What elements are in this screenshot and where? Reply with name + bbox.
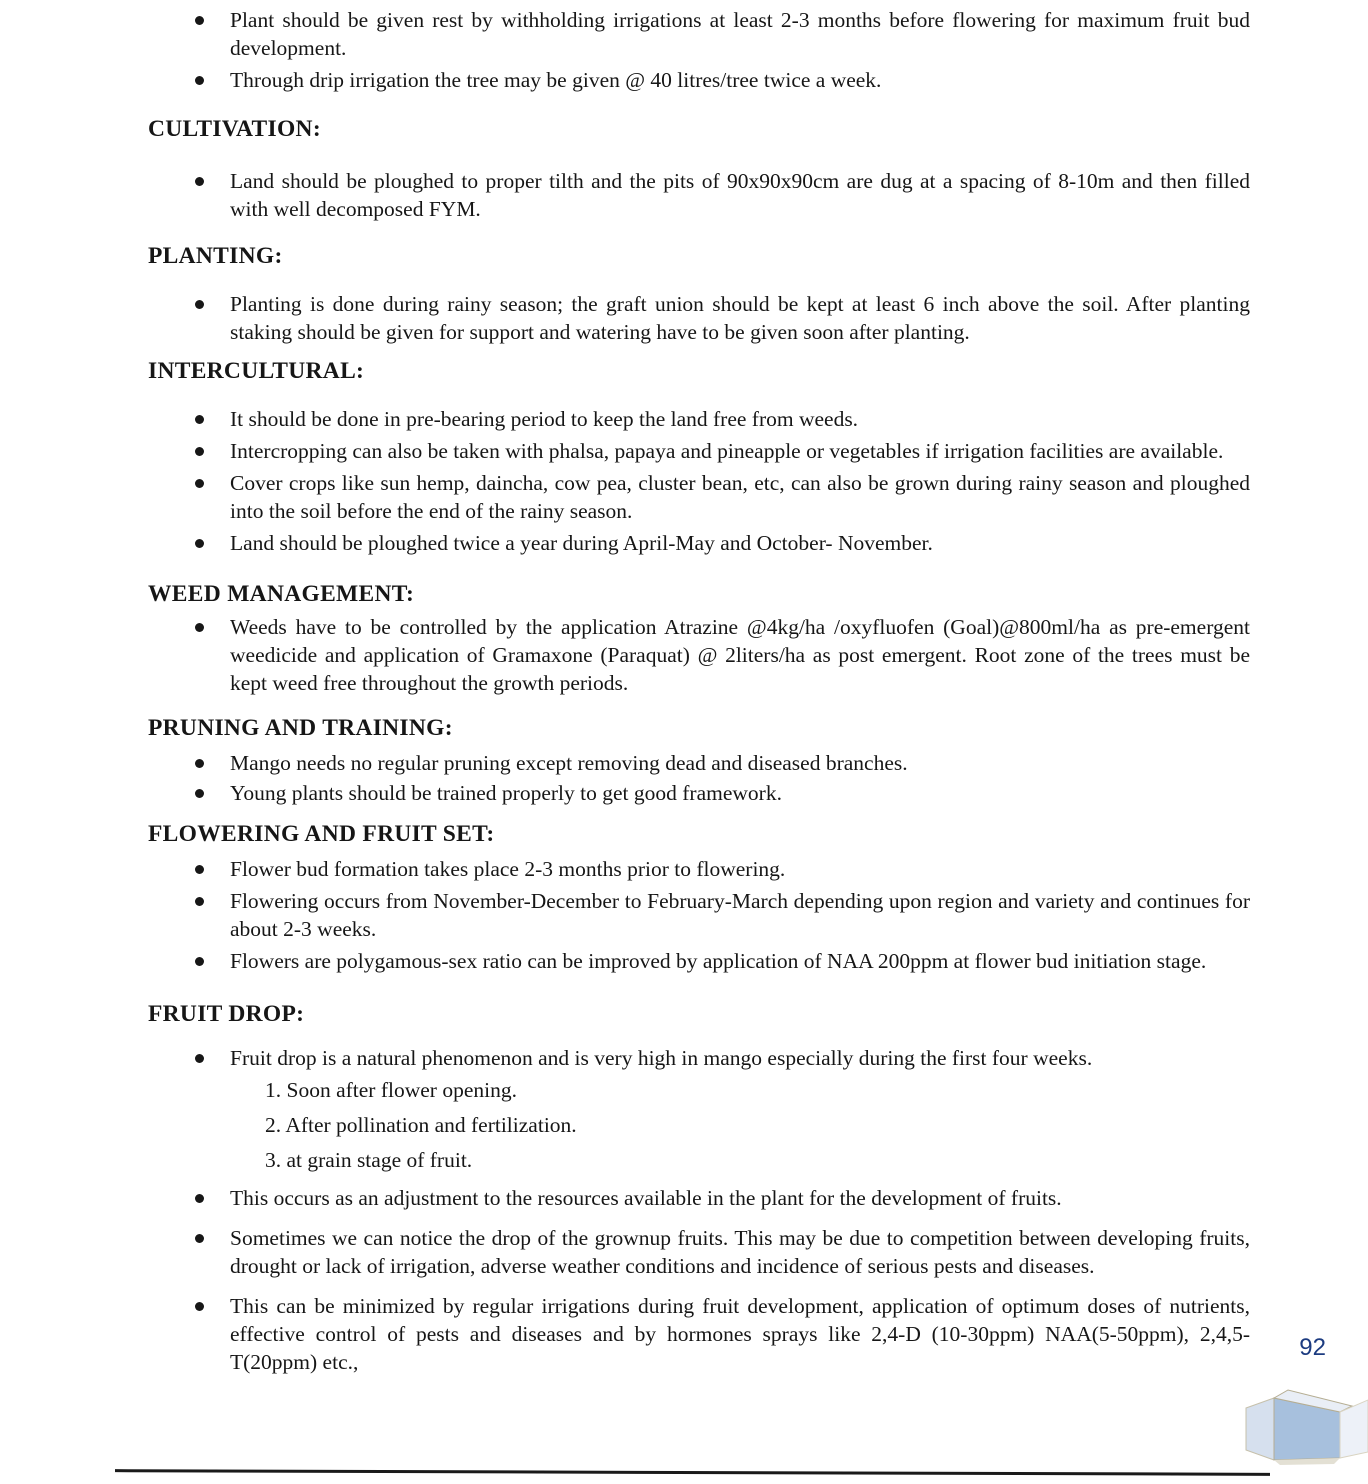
- section-heading-fruit-drop: FRUIT DROP:: [148, 1001, 305, 1027]
- list-item: Plant should be given rest by withholding irrigations at least 2-3 months before flowering for maximum fruit bud development.: [148, 6, 1250, 62]
- list-item: Land should be ploughed to proper tilth and the pits of 90x90x90cm are dug at a spacing of 8-10m and then filled with well decomposed FYM.: [148, 167, 1250, 223]
- footer-divider: [115, 1469, 1270, 1476]
- list-item: Cover crops like sun hemp, daincha, cow pea, cluster bean, etc, can also be grown during rainy season and ploughed into the soil before the end of the rainy season.: [148, 469, 1250, 525]
- section-heading-cultivation: CULTIVATION:: [148, 116, 321, 142]
- list-item: 3. at grain stage of fruit.: [265, 1148, 473, 1172]
- list-item: 1. Soon after flower opening.: [265, 1078, 517, 1102]
- section-heading-flowering-fruit-set: FLOWERING AND FRUIT SET:: [148, 821, 495, 847]
- list-item: Flower bud formation takes place 2-3 months prior to flowering.: [148, 855, 1250, 883]
- flowering-bullet-list: [148, 855, 1250, 975]
- page-number: 92: [1299, 1334, 1326, 1361]
- list-item: Fruit drop is a natural phenomenon and is very high in mango especially during the first four weeks.: [148, 1044, 1250, 1072]
- section-heading-planting: PLANTING:: [148, 243, 283, 269]
- weed-management-bullet-list: [148, 613, 1250, 697]
- list-item: Planting is done during rainy season; the graft union should be kept at least 6 inch above the soil. After planting staking should be given for support and watering have to be given soon after planting.: [148, 290, 1250, 346]
- fruit-drop-bullet-list: [148, 1044, 1250, 1072]
- list-item: It should be done in pre-bearing period to keep the land free from weeds.: [148, 405, 1250, 433]
- list-item: Intercropping can also be taken with phalsa, papaya and pineapple or vegetables if irrigation facilities are available.: [148, 437, 1250, 465]
- 3d-block-arrow-right-icon: [1244, 1386, 1368, 1468]
- cultivation-bullet-list: [148, 167, 1250, 223]
- intercultural-bullet-list: [148, 405, 1250, 557]
- fruit-drop-bullet-list-continued: [148, 1184, 1250, 1376]
- list-item: Weeds have to be controlled by the application Atrazine @4kg/ha /oxyfluofen (Goal)@800ml/ha as pre-emergent weedicide and application of Gramaxone (Paraquat) @ 2liters/ha as post emergent. Root zone of the trees must be kept weed free throughout the growth periods.: [148, 613, 1250, 697]
- list-item: Land should be ploughed twice a year during April-May and October- November.: [148, 529, 1250, 557]
- list-item: Sometimes we can notice the drop of the grownup fruits. This may be due to competition between developing fruits, drought or lack of irrigation, adverse weather conditions and incidence of serious pests and diseases.: [148, 1224, 1250, 1280]
- fruit-drop-cause-list: [265, 1076, 1250, 1174]
- section-heading-weed-management: WEED MANAGEMENT:: [148, 581, 415, 607]
- pruning-bullet-list: [148, 749, 1250, 807]
- planting-bullet-list: [148, 290, 1250, 346]
- list-item: Young plants should be trained properly to get good framework.: [148, 779, 1250, 807]
- section-heading-pruning-training: PRUNING AND TRAINING:: [148, 715, 453, 741]
- list-item: 2. After pollination and fertilization.: [265, 1113, 577, 1137]
- list-item: Flowering occurs from November-December to February-March depending upon region and variety and continues for about 2-3 weeks.: [148, 887, 1250, 943]
- list-item: Mango needs no regular pruning except removing dead and diseased branches.: [148, 749, 1250, 777]
- list-item: This can be minimized by regular irrigations during fruit development, application of optimum doses of nutrients, effective control of pests and diseases and by hormones sprays like 2,4-D (10-30ppm) NAA(5-50ppm), 2,4,5-T(20ppm) etc.,: [148, 1292, 1250, 1376]
- section-heading-intercultural: INTERCULTURAL:: [148, 358, 365, 384]
- list-item: Flowers are polygamous-sex ratio can be improved by application of NAA 200ppm at flower bud initiation stage.: [148, 947, 1250, 975]
- list-item: Through drip irrigation the tree may be given @ 40 litres/tree twice a week.: [148, 66, 1250, 94]
- list-item: This occurs as an adjustment to the resources available in the plant for the development of fruits.: [148, 1184, 1250, 1212]
- irrigation-bullet-list: [148, 6, 1250, 94]
